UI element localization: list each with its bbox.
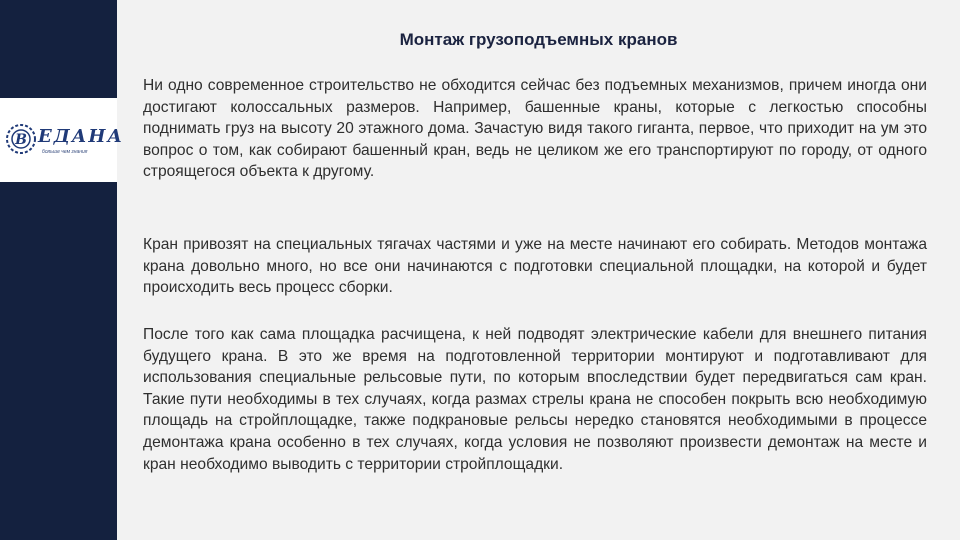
slide-title: Монтаж грузоподъемных кранов [399, 30, 678, 49]
paragraph-intro: Ни одно современное строительство не обходится сейчас без подъемных механизмов, причем иногда они достигают колоссальных размеров. Например, башенные краны, которые с легкостью способны поднимать груз на высоту 20 этажного дома. Зачастую видя такого гиганта, первое, что приходит на ум это вопрос о том, как собирают башенный кран, ведь не целиком же его транспортируют по городу, от одного строящегося объекта к другому. [143, 77, 927, 181]
svg-text:B: B [15, 132, 27, 148]
logo-tagline: больше чем знания [42, 149, 88, 155]
paragraph-delivery: Кран привозят на специальных тягачах частями и уже на месте начинают его собирать. Методов монтажа крана довольно много, но все они начинаются с подготовки специальной площадки, на которой и будет происходить весь процесс сборки. [143, 236, 927, 297]
sidebar [0, 0, 117, 540]
paragraph-rails: После того как сама площадка расчищена, к ней подводят электрические кабели для внешнего питания будущего крана. В это же время на подготовленной территории монтируют и подготавливают для использования специальные рельсовые пути, по которым впоследствии будет передвигаться сам кран. Такие пути необходимы в тех случаях, когда размах стрелы крана не способен покрыть всю необходимую площадь на стройплощадке, также подкрановые рельсы нередко становятся необходимыми в процессе демонтажа крана особенно в тех случаях, когда условия не позволяют произвести демонтаж на месте и кран необходимо выводить с территории стройплощадки. [143, 326, 927, 473]
slide-content [117, 0, 960, 540]
logo [0, 98, 125, 182]
logo-name: ЕДАНА [38, 126, 125, 147]
logo-emblem-icon [4, 122, 38, 156]
